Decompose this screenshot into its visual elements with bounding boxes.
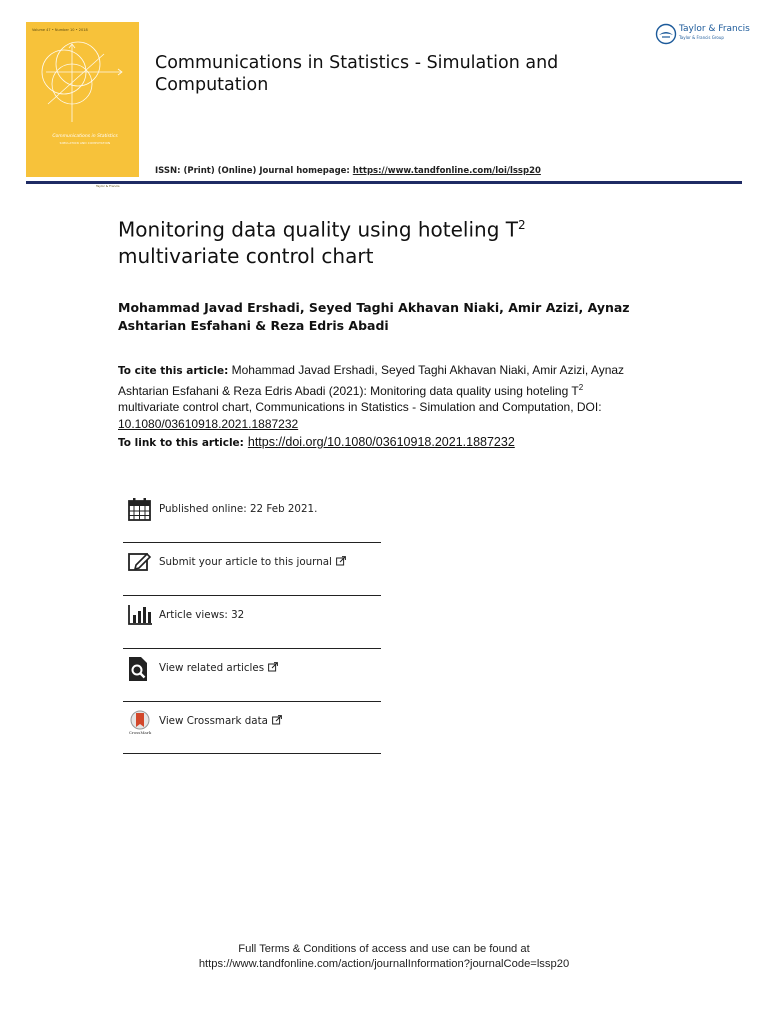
journal-title-line2: Computation [155, 75, 269, 95]
calendar-icon [127, 497, 153, 523]
header-divider [26, 181, 742, 184]
citation-doi-link[interactable]: 10.1080/03610918.2021.1887232 [118, 416, 299, 431]
journal-title [155, 52, 625, 96]
crossmark-text[interactable]: View Crossmark data [159, 715, 268, 727]
crossmark-icon-text: CrossMark [128, 730, 152, 735]
item-divider [123, 753, 381, 754]
crossmark-item[interactable] [123, 709, 381, 749]
crossmark-label[interactable] [159, 715, 282, 727]
submit-article-label[interactable] [159, 556, 346, 568]
related-articles-label[interactable] [159, 662, 278, 674]
cover-graphic [26, 22, 139, 177]
article-authors: Mohammad Javad Ershadi, Seyed Taghi Akhavan Niaki, Amir Azizi, Aynaz Ashtarian Esfahani & Reza Edris Abadi [118, 300, 630, 333]
citation-block [118, 362, 638, 432]
bar-chart-icon [127, 603, 153, 629]
article-title-superscript: 2 [518, 218, 526, 232]
item-divider [123, 542, 381, 543]
citation-text-part2: multivariate control chart, Communications in Statistics - Simulation and Computation, DOI: [118, 400, 602, 415]
crossmark-icon [127, 709, 153, 735]
article-link-line [118, 435, 678, 449]
issn-line [155, 166, 541, 176]
journal-title-line1: Communications in Statistics - Simulation and [155, 53, 559, 73]
article-title-part2: multivariate control chart [118, 243, 374, 268]
publisher-group: Taylor & Francis Group [679, 35, 724, 40]
article-doi-link[interactable]: https://doi.org/10.1080/03610918.2021.1887232 [247, 435, 515, 449]
terms-footer-line1: Full Terms & Conditions of access and use can be found at [238, 943, 530, 955]
publisher-logo [655, 23, 750, 49]
related-articles-item[interactable] [123, 656, 381, 696]
published-online-item [123, 497, 381, 537]
edit-icon [127, 550, 153, 576]
submit-article-text[interactable]: Submit your article to this journal [159, 556, 332, 568]
publisher-name: Taylor & Francis [679, 24, 750, 34]
cover-subtitle: SIMULATION AND COMPUTATION [59, 141, 111, 145]
item-divider [123, 595, 381, 596]
article-views-item [123, 603, 381, 643]
external-link-icon [272, 715, 282, 725]
issn-text: ISSN: (Print) (Online) Journal homepage: [155, 166, 353, 176]
search-document-icon [127, 656, 153, 682]
external-link-icon [336, 556, 346, 566]
terms-footer-link[interactable]: https://www.tandfonline.com/action/journalInformation?journalCode=lssp20 [198, 958, 570, 970]
published-online-label: Published online: 22 Feb 2021. [159, 503, 318, 515]
article-title [118, 212, 678, 269]
citation-label: To cite this article: [118, 365, 229, 377]
journal-homepage-link[interactable]: https://www.tandfonline.com/loi/lssp20 [352, 166, 541, 176]
item-divider [123, 648, 381, 649]
submit-article-item[interactable] [123, 550, 381, 590]
citation-superscript: 2 [578, 382, 584, 392]
related-articles-text[interactable]: View related articles [159, 662, 265, 674]
cover-title: Communications in Statistics [52, 134, 118, 139]
item-divider [123, 701, 381, 702]
terms-footer [0, 942, 768, 972]
cover-publisher [96, 184, 120, 188]
cover-volume: Volume 47 • Number 10 • 2018 [32, 28, 88, 32]
article-link-label: To link to this article: [118, 437, 244, 449]
cover-publisher-label: Taylor & Francis [96, 184, 120, 188]
external-link-icon [268, 662, 278, 672]
publisher-logo-icon [655, 23, 677, 45]
article-title-part1: Monitoring data quality using hoteling T [118, 217, 518, 242]
journal-cover [26, 22, 139, 188]
citation-text-part1: Mohammad Javad Ershadi, Seyed Taghi Akhavan Niaki, Amir Azizi, Aynaz Ashtarian Esfahani & Reza Edris Abadi (2021): Monitoring data quality using hoteling T [118, 363, 625, 398]
article-views-label: Article views: 32 [159, 609, 245, 621]
